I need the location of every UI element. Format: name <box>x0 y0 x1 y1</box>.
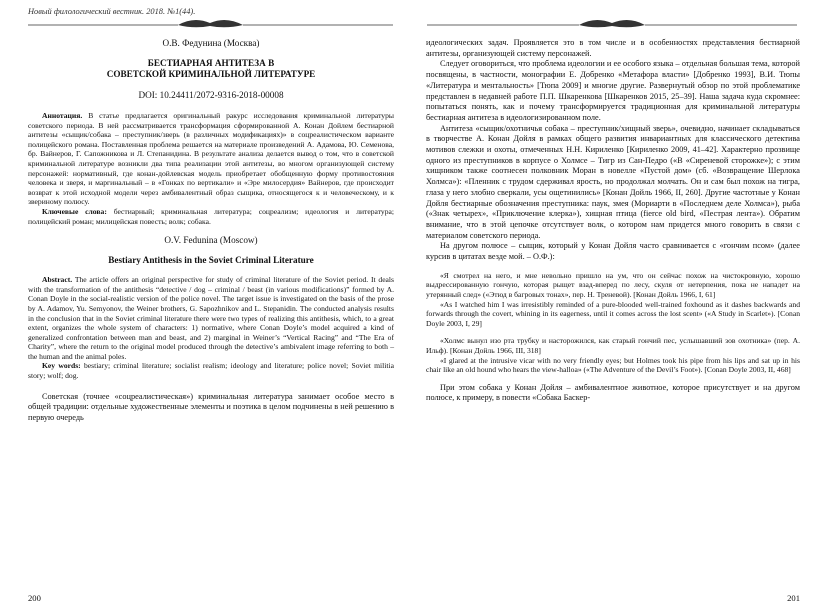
page-number-right: 201 <box>787 593 800 603</box>
author-ru: О.В. Федунина (Москва) <box>162 38 260 48</box>
quote-1: «Я смотрел на него, и мне невольно пришло на ум, что он сейчас похож на чистокровную, хорошо выдрессированную гончую, которая рыщет взад-вперед по лесу, скуля от нетерпения, пока не нападет на утерянный след» («Этюд в багровых тонах», пер. Н. Треневой). [Конан Дойль 1966, I, 61] <box>426 270 800 299</box>
body-paragraph-2: Следует оговориться, что проблема идеологии и ее особого языка – отдельная большая тема, которой посвящены, в частности, монографии Е. Добренко «Метафора власти» [Добренко 1993], В.И. Тюпы «Литература и ментальность» [Тюпа 2009] и многие другие. Развернутый обзор по этой проблематике представлен в недавней работе П.П. Шкаренкова [Шкаренков 2015, 25–39]. Наша задача куда скромнее: попытаться понять, как и почему трансформируется традиционная для криминальной литературы бестиарная антитеза в идеологизированном поле. <box>426 59 800 122</box>
annotation-ru <box>28 111 394 207</box>
abstract-label: Abstract. <box>42 275 73 285</box>
doi: DOI: 10.24411/2072-9316-2018-00008 <box>138 90 284 100</box>
title-en: Bestiary Antithesis in the Soviet Criminal Literature <box>108 255 314 266</box>
quote-2: «As I watched him I was irresistibly reminded of a pure-blooded well-trained foxhound as it dashes backwards and forwards through the covert, whining in its eagerness, until it comes across the lost scent» («A Study in Scarlet»). [Conan Doyle 2003, I, 29] <box>426 299 800 328</box>
keywords-en-text: bestiary; criminal literature; socialist realism; ideology and literature; police novel; Soviet militia story; wolf; dog. <box>28 361 394 381</box>
body-paragraph-5: При этом собака у Конан Дойля – амбивалентное животное, которое присутствует и на другом полюсе, к примеру, в повести «Собака Баскер- <box>426 382 800 403</box>
page-number-left: 200 <box>28 593 41 603</box>
title-ru-line-1: БЕСТИАРНАЯ АНТИТЕЗА В <box>147 58 275 68</box>
keywords-en <box>28 361 394 380</box>
quote-4: «I glared at the intrusive vicar with no very friendly eyes; but Holmes took his pipe from his lips and sat up in his chair like an old hound who hears the view-halloa» («The Adventure of the Devil’s Foot»). [Conan Doyle 2003, II, 468] <box>426 355 800 375</box>
body-paragraph-start: Советская (точнее «соцреалистическая») криминальная литература занимает особое место в общей традиции: отдельные художественные элементы и поэтика в целом подчинены в ней решению в первую очередь <box>28 391 394 423</box>
body-paragraph-4: На другом полюсе – сыщик, который у Конан Дойля часто сравнивается с «гончим псом» (далее курсив в цитатах везде мой. – О.Ф.): <box>426 241 800 262</box>
keywords-en-label: Key words: <box>42 361 81 371</box>
quote-3: «Холмс вынул изо рта трубку и насторожился, как старый гончий пес, услышавший зов охотника» (пер. А. Ильф). [Конан Дойль 1966, III, 318] <box>426 336 800 355</box>
author-en: O.V. Fedunina (Moscow) <box>164 235 258 246</box>
title-ru-line-2: СОВЕТСКОЙ КРИМИНАЛЬНОЙ ЛИТЕРАТУРЕ <box>106 69 316 79</box>
abstract-text: The article offers an original perspective for study of criminal literature of the Soviet period. It deals with the transformation of the antithesis “detective / dog – criminal / beast (in various modifications)” formed by A. Conan Doyle in the social-realistic version of the police novel. The target issue is investigated on the basis of the prose by A. Adamov, Yu. Semyonov, the Weiner brothers, G. Sapozhnikov and L. Stepanidin. The conducted analysis results in the conclusion that in the Soviet criminal literature there were two types of realizing this antithesis, which, to a great extent, organizes the whole system of characters: 1) normative, where Conan Doyle’s model acquired a kind of generalized confrontation between man and beast, and 2) marginal in Weiner’s “Vertical Racing” and “The Era of Charity”, where the return to the original model produced through the detective’s ambivalent image referring to both – the human and the animal poles. <box>28 275 394 361</box>
annotation-label: Аннотация. <box>42 111 83 120</box>
abstract-en <box>28 275 394 361</box>
keywords-text: бестиарный; криминальная литература; соцреализм; идеология и литература; полицейский роман; милицейская повесть; волк; собака. <box>28 206 395 226</box>
annotation-text: В статье предлагается оригинальный ракурс исследования криминальной литературы советского периода. В ней рассматривается трансформация сформированной А. Конан Дойлем бестиарной антитезы «сыщик/собака – преступник/зверь (в различных модификациях)» в соцреалистическом варианте полицейского романа. Поставленная проблема решается на материале произведений А. Адамова, Ю. Семенова, бр. Вайнеров, Г. Сапожникова и Л. Степанидина. В результате анализа делается вывод о том, что в советской криминальной литературе возникли два типа реализации этой антитезы, во многом организующей систему персонажей: нормативный, где конан-дойлевская модель приобретает обобщенную форму противостояния человека и зверя, и маргинальный – в «Гонках по вертикали» и «Эре милосердия» Вайнеров, где происходит возврат к этой исходной модели через амбивалентный образ сыщика, относящегося к и человеческому, и к звериному полюсу. <box>28 111 394 207</box>
running-head: Новый филологический вестник. 2018. №1(44). <box>28 7 196 16</box>
right-page <box>410 0 820 609</box>
keywords-ru <box>28 207 394 226</box>
keywords-label: Ключевые слова: <box>42 206 107 216</box>
body-paragraph-3: Антитеза «сыщик/охотничья собака – преступник/хищный зверь», очевидно, начинает складываться в творчестве А. Конан Дойля в рамках общего развития инвариантных для классического детектива мотивов слежки и охоты, отмеченных Н.Н. Кириленко [Кириленко 2009, 41–42]. Характерно прозвище одного из преступников в корпусе о Холмсе – Тигр из Сан-Педро («В «Сиреневой сторожке»); с этим хищником также соотнесен полковник Моран в новелле «Пустой дом» (сб. «Возвращение Шерлока Холмса»): «Пленник с трудом сдерживал ярость, но продолжал молчать. Он и сам был похож на тигра, глаза у него злобно сверкали, усы ощетинились» [Конан Дойль 1966, II, 260]. Другие частотные у Конан Дойля бестиарные обозначения преступника: паук, змея (Мориарти в «Последнем деле Холмса»), рыба («Знак четырех», «Приключение клерка»), хищная птица (fierce old bird, «Пестрая лента»). Обратим внимание, что в этой цепочке отсутствует волк, о котором нам придется много говорить в связи с материалом советского периода. <box>426 123 800 240</box>
body-paragraph-1: идеологических задач. Проявляется это в том числе и в особенностях представления бестиарной антитезы, организующей систему персонажей. <box>426 38 800 58</box>
